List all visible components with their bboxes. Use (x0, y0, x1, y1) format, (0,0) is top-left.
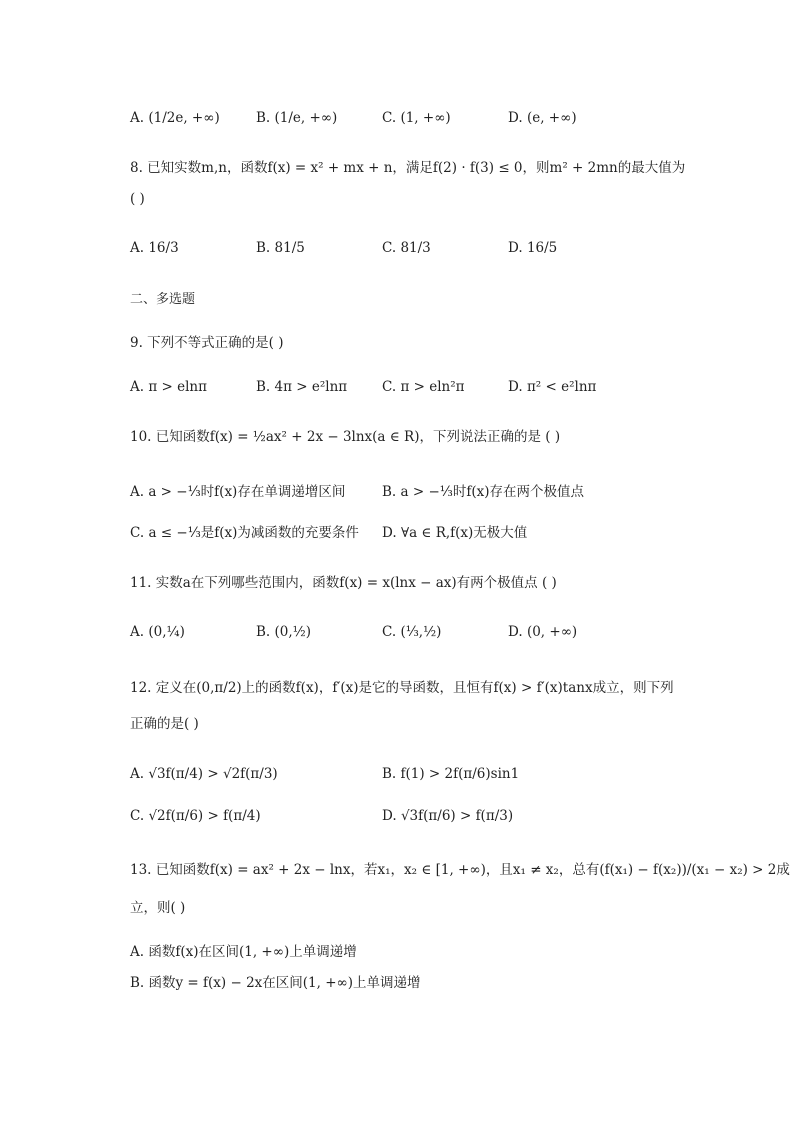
option-text: π² < e²lnπ (526, 379, 597, 395)
option-text: √2f(π/6) > f(π/4) (148, 808, 261, 824)
q12-option-d (382, 806, 513, 826)
q12-option-b (382, 764, 519, 784)
q8-option-c (382, 238, 431, 258)
option-letter: B. (256, 624, 271, 640)
q9-option-b (256, 377, 347, 397)
q9-option-c (382, 377, 465, 397)
section-title-multiple-choice: 二、多选题 (130, 292, 196, 307)
q8-option-a (130, 238, 179, 258)
q9-stem: 9. 下列不等式正确的是( ) (130, 335, 284, 351)
option-letter: B. (382, 766, 397, 782)
q11-option-d (508, 622, 577, 642)
q8-stem-line1: 8. 已知实数m,n，函数f(x) = x² + mx + n，满足f(2) · f(3) ≤ 0，则m² + 2mn的最大值为 (130, 160, 686, 176)
option-letter: C. (130, 808, 145, 824)
q7-option-b (256, 108, 337, 128)
option-text: 函数f(x)在区间(1, +∞)上单调递增 (148, 944, 357, 960)
q9-option-d (508, 377, 596, 397)
option-letter: C. (382, 240, 397, 256)
option-text: a > −⅓时f(x)存在两个极值点 (400, 484, 584, 500)
option-letter: D. (508, 379, 523, 395)
option-text: ∀a ∈ R,f(x)无极大值 (400, 525, 528, 541)
q10-option-c (130, 523, 359, 543)
q12-option-c (130, 806, 261, 826)
option-text: π > elnπ (148, 379, 207, 395)
option-letter: A. (130, 624, 145, 640)
q7-option-c (382, 108, 451, 128)
option-letter: B. (130, 975, 145, 991)
option-text: a ≤ −⅓是f(x)为减函数的充要条件 (148, 525, 359, 541)
option-text: π > eln²π (400, 379, 465, 395)
option-text: 16/5 (526, 240, 558, 256)
option-text: √3f(π/4) > √2f(π/3) (148, 766, 278, 782)
option-letter: C. (130, 525, 145, 541)
q12-stem-line1: 12. 定义在(0,π/2)上的函数f(x)，f′(x)是它的导函数，且恒有f(x) > f′(x)tanx成立，则下列 (130, 680, 674, 696)
option-letter: B. (256, 110, 271, 126)
q13-stem-line2: 立，则( ) (130, 900, 186, 916)
option-text: (e, +∞) (526, 110, 577, 126)
q7-option-d (508, 108, 577, 128)
option-text: √3f(π/6) > f(π/3) (400, 808, 514, 824)
option-letter: C. (382, 379, 397, 395)
q10-option-a (130, 482, 345, 502)
q11-option-c (382, 622, 441, 642)
q12-stem-line2: 正确的是( ) (130, 716, 199, 732)
option-text: (1/e, +∞) (274, 110, 338, 126)
option-text: a > −⅓时f(x)存在单调递增区间 (148, 484, 346, 500)
option-text: f(1) > 2f(π/6)sin1 (400, 766, 520, 782)
option-letter: A. (130, 240, 145, 256)
option-text: 81/3 (400, 240, 431, 256)
option-letter: A. (130, 379, 145, 395)
option-text: 81/5 (274, 240, 305, 256)
q11-option-a (130, 622, 185, 642)
option-text: (1, +∞) (400, 110, 451, 126)
option-text: (1/2e, +∞) (148, 110, 220, 126)
q13-option-b (130, 973, 421, 993)
q10-option-d (382, 523, 527, 543)
q10-stem: 10. 已知函数f(x) = ½ax² + 2x − 3lnx(a ∈ R)，下列说法正确的是 ( ) (130, 429, 561, 445)
option-letter: D. (382, 525, 397, 541)
option-text: 函数y = f(x) − 2x在区间(1, +∞)上单调递增 (148, 975, 421, 991)
option-letter: D. (508, 110, 523, 126)
option-letter: C. (382, 110, 397, 126)
q9-option-a (130, 377, 207, 397)
q12-option-a (130, 764, 278, 784)
option-text: (0,½) (274, 624, 312, 640)
q11-stem: 11. 实数a在下列哪些范围内，函数f(x) = x(lnx − ax)有两个极值点 ( ) (130, 575, 557, 591)
q8-option-d (508, 238, 557, 258)
option-letter: D. (508, 240, 523, 256)
option-text: 4π > e²lnπ (274, 379, 348, 395)
q13-option-a (130, 942, 357, 962)
option-text: (0,¼) (148, 624, 185, 640)
option-letter: A. (130, 484, 145, 500)
q8-stem-line2: ( ) (130, 191, 145, 207)
option-letter: D. (508, 624, 523, 640)
option-letter: A. (130, 110, 145, 126)
option-text: (0, +∞) (526, 624, 578, 640)
option-letter: C. (382, 624, 397, 640)
option-letter: B. (256, 240, 271, 256)
option-text: 16/3 (148, 240, 179, 256)
q13-stem-line1: 13. 已知函数f(x) = ax² + 2x − lnx，若x₁，x₂ ∈ [1, +∞)，且x₁ ≠ x₂，总有(f(x₁) − f(x₂))/(x₁ − x₂) > 2成 (130, 862, 790, 878)
q7-option-a (130, 108, 220, 128)
option-letter: A. (130, 944, 145, 960)
q8-option-b (256, 238, 305, 258)
option-letter: B. (256, 379, 271, 395)
option-letter: A. (130, 766, 145, 782)
option-letter: B. (382, 484, 397, 500)
option-letter: D. (382, 808, 397, 824)
q10-option-b (382, 482, 584, 502)
q11-option-b (256, 622, 311, 642)
option-text: (⅓,½) (400, 624, 442, 640)
